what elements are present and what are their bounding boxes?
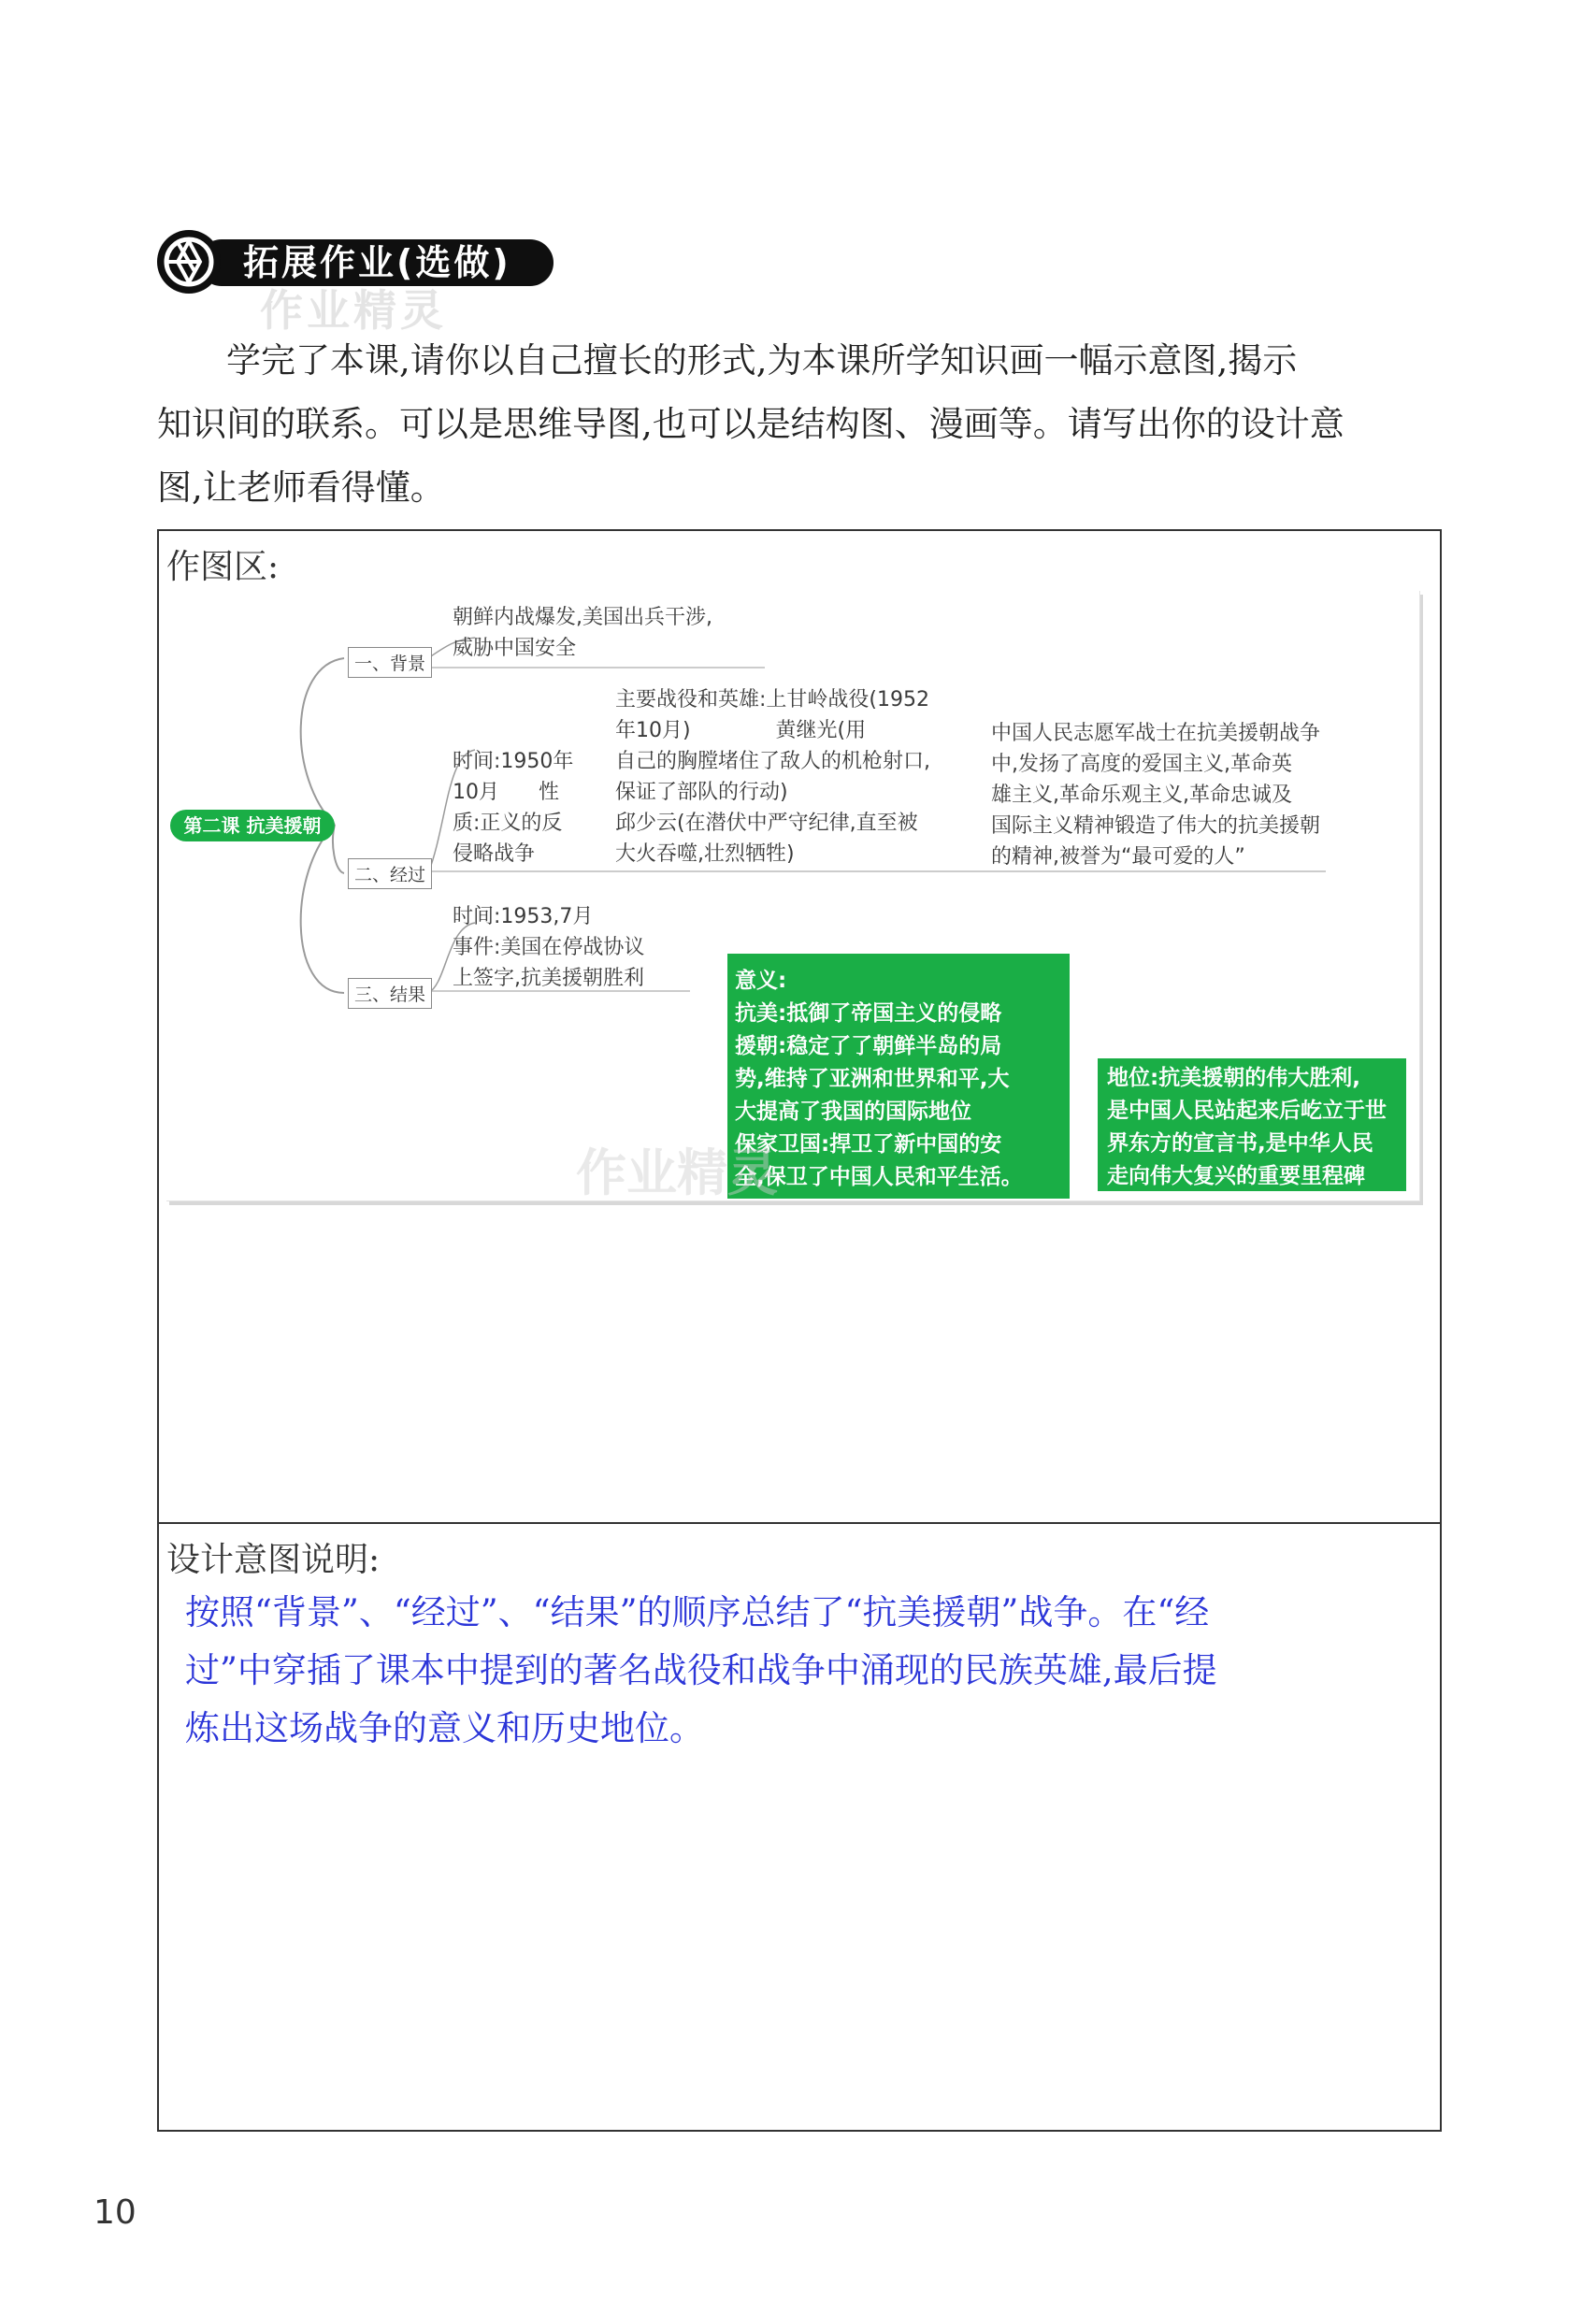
process-line: 中国人民志愿军战士在抗美援朝战争 [991, 722, 1321, 745]
process-line: 国际主义精神锻造了伟大的抗美援朝 [991, 814, 1321, 838]
process-line: 的精神,被誉为“最可爱的人” [991, 845, 1245, 869]
process-line: 中,发扬了高度的爱国主义,革命英 [991, 753, 1292, 776]
meaning-line: 势,维持了亚洲和世界和平,大 [735, 1067, 1010, 1091]
meaning-line: 全,保卫了中国人民和平生活。 [735, 1165, 1023, 1189]
process-line: 质:正义的反 [453, 812, 563, 835]
status-box [1098, 1058, 1406, 1191]
meaning-box [727, 954, 1070, 1199]
status-line: 界东方的宣言书,是中华人民 [1107, 1131, 1373, 1156]
process-line: 年10月) 黄继光(用 [615, 719, 867, 742]
drawing-area-label: 作图区: [166, 548, 280, 586]
process-line: 自己的胸膛堵住了敌人的机枪射口, [615, 750, 930, 773]
process-line: 时间:1950年 [453, 750, 574, 773]
branch-process: 二、经过 [348, 858, 432, 889]
intro-line: 学完了本课,请你以自己擅长的形式,为本课所学知识画一幅示意图,揭示 [226, 340, 1298, 381]
watermark-middle: 作业精灵 [576, 1143, 778, 1202]
process-line: 保证了部队的行动) [615, 781, 788, 804]
meaning-line: 抗美:抵御了帝国主义的侵略 [735, 1001, 1002, 1026]
background-line: 威胁中国安全 [453, 637, 577, 660]
process-spirit-text [991, 718, 1320, 872]
process-line: 10月 性 [453, 781, 559, 804]
design-answer [185, 1584, 1401, 1758]
process-time-text [453, 746, 573, 870]
status-line: 走向伟大复兴的重要里程碑 [1107, 1164, 1365, 1188]
meaning-line: 保家卫国:捍卫了新中国的安 [735, 1132, 1002, 1157]
process-line: 侵略战争 [453, 842, 536, 866]
background-text [453, 602, 712, 664]
process-line: 邱少云(在潜伏中严守纪律,直至被 [615, 812, 918, 835]
answer-line: 按照“背景”、“经过”、“结果”的顺序总结了“抗美援朝”战争。在“经 [185, 1592, 1210, 1632]
branch-background: 一、背景 [348, 647, 432, 678]
intro-line: 图,让老师看得懂。 [157, 467, 445, 508]
intro-paragraph [157, 329, 1440, 520]
process-line: 雄主义,革命乐观主义,革命忠诚及 [991, 783, 1292, 807]
watermark-top: 作业精灵 [260, 285, 447, 336]
section-title: 拓展作业(选做) [243, 242, 511, 283]
intro-line: 知识间的联系。可以是思维导图,也可以是结构图、漫画等。请写出你的设计意 [157, 404, 1344, 444]
branch-result: 三、结果 [348, 978, 432, 1009]
meaning-line: 大提高了我国的国际地位 [735, 1100, 971, 1124]
process-battles-text [615, 684, 930, 870]
design-area-label: 设计意图说明: [166, 1541, 381, 1579]
result-text [453, 901, 644, 994]
result-line: 时间:1953,7月 [453, 905, 594, 928]
process-line: 主要战役和英雄:上甘岭战役(1952 [615, 688, 929, 712]
answer-line: 过”中穿插了课本中提到的著名战役和战争中涌现的民族英雄,最后提 [185, 1650, 1217, 1690]
status-line: 是中国人民站起来后屹立于世 [1107, 1099, 1387, 1123]
result-line: 上签字,抗美援朝胜利 [453, 967, 644, 990]
result-line: 事件:美国在停战协议 [453, 936, 645, 959]
frame-divider [157, 1522, 1442, 1524]
answer-line: 炼出这场战争的意义和历史地位。 [185, 1708, 704, 1748]
process-line: 大火吞噬,壮烈牺牲) [615, 842, 795, 866]
shutter-icon [157, 230, 221, 294]
meaning-line: 援朝:稳定了了朝鲜半岛的局 [735, 1034, 1002, 1058]
background-line: 朝鲜内战爆发,美国出兵干涉, [453, 606, 712, 629]
page-number: 10 [93, 2193, 137, 2232]
mind-map-root: 第二课 抗美援朝 [170, 810, 335, 841]
meaning-line: 意义: [735, 969, 787, 993]
mind-map [166, 591, 1420, 1201]
status-line: 地位:抗美援朝的伟大胜利, [1107, 1066, 1360, 1090]
